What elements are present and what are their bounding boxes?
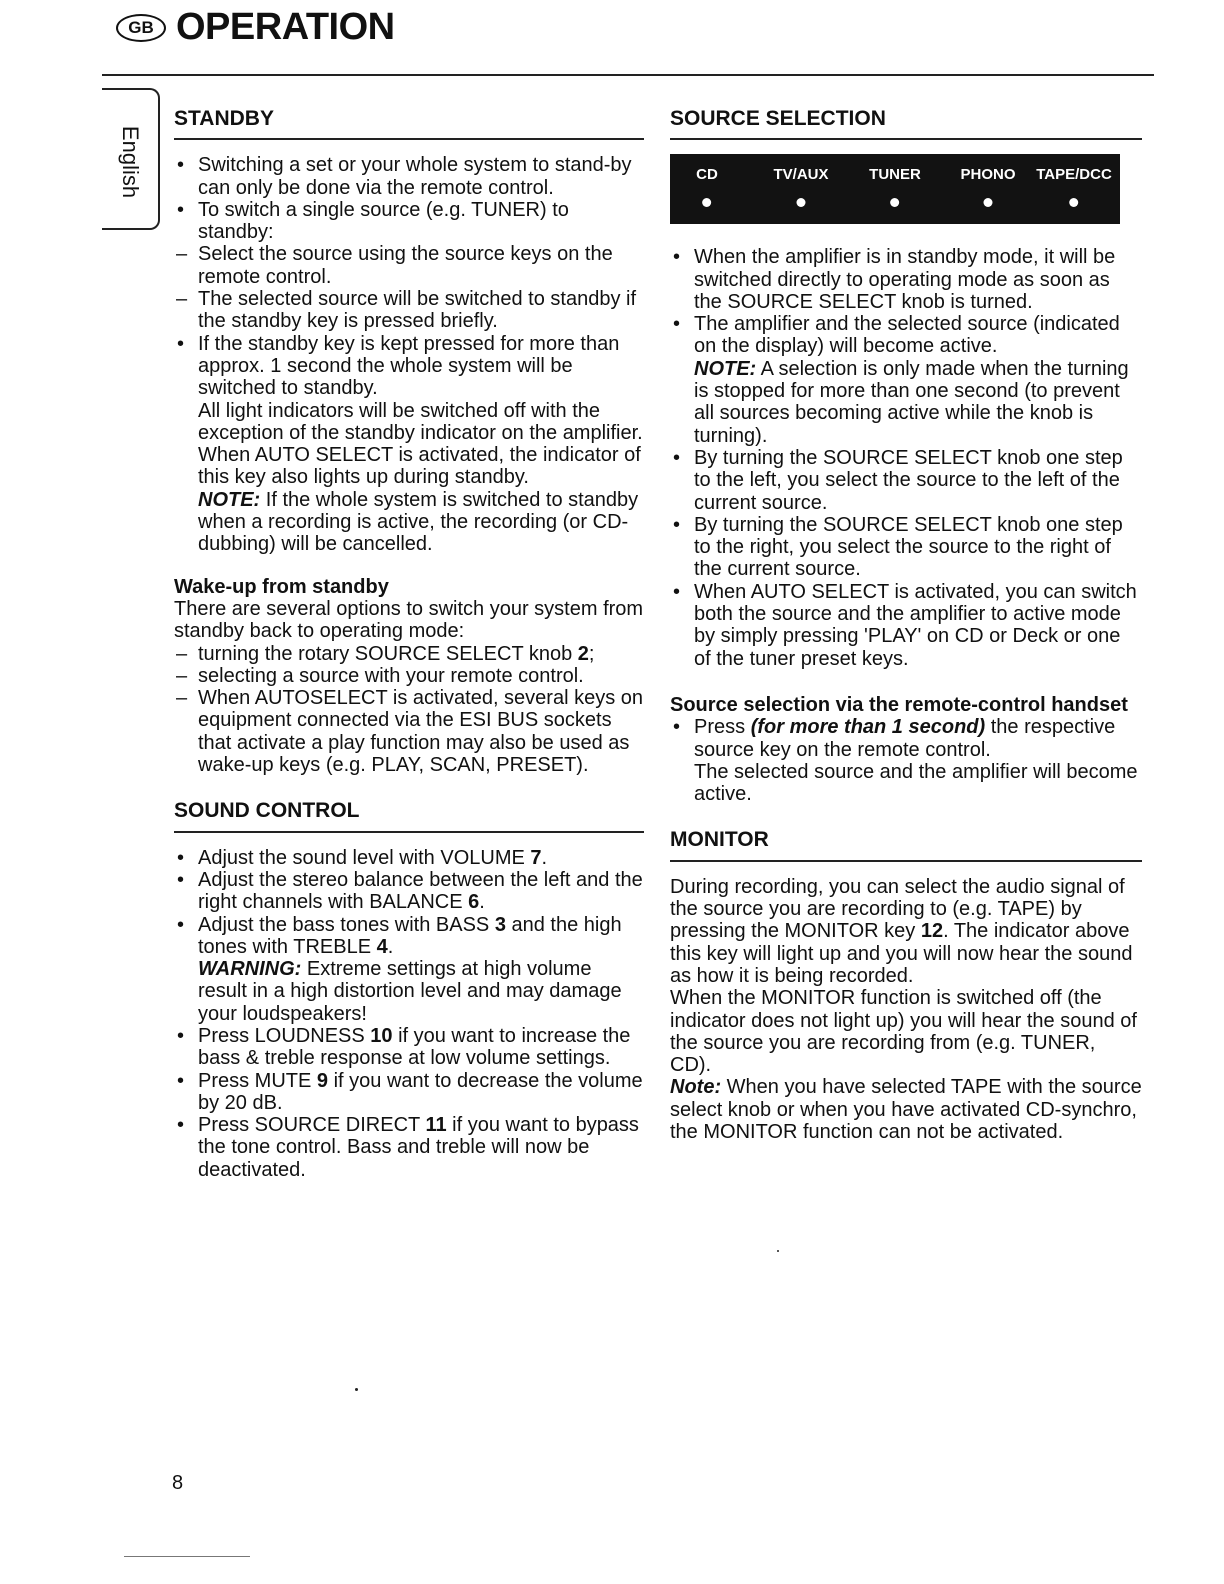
source-indicator-tuner xyxy=(869,164,921,206)
wakeup-intro: There are several options to switch your system from standby back to operating mode: xyxy=(174,597,644,643)
source-label-tuner: TUNER xyxy=(869,166,921,184)
source-led-tvaux xyxy=(796,198,805,207)
source-led-tuner xyxy=(890,198,899,207)
right-column xyxy=(670,108,1142,1143)
standby-heading: STANDBY xyxy=(174,108,644,140)
list-item: • Press LOUDNESS 10 if you want to increase the bass & treble response at low volume settings. xyxy=(174,1025,644,1070)
list-item: • Press (for more than 1 second) the respective source key on the remote control. The selected source and the amplifier will become active. xyxy=(670,716,1142,805)
scan-speck xyxy=(777,1250,779,1252)
list-item: • By turning the SOURCE SELECT knob one step to the left, you select the source to the left of the current source. xyxy=(670,447,1142,514)
wakeup-heading: Wake-up from standby xyxy=(174,575,389,598)
source-label-phono: PHONO xyxy=(960,166,1016,184)
list-item: • Press MUTE 9 if you want to decrease the volume by 20 dB. xyxy=(174,1070,644,1115)
list-item: • When the amplifier is in standby mode, it will be switched directly to operating mode as soon as the SOURCE SELECT knob is turned. xyxy=(670,246,1142,313)
list-item: • The amplifier and the selected source (indicated on the display) will become active. NOTE: A selection is only made when the turning is stopped for more than one second (to prevent all sources becoming active while the knob is turning). xyxy=(670,313,1142,447)
list-item: – selecting a source with your remote control. xyxy=(174,665,644,687)
list-item: • Press SOURCE DIRECT 11 if you want to bypass the tone control. Bass and treble will now be deactivated. xyxy=(174,1114,644,1181)
list-item: • If the standby key is kept pressed for more than approx. 1 second the whole system will be switched to standby. All light indicators will be switched off with the exception of the standby indicator on the amplifier. When AUTO SELECT is activated, the indicator of this key also lights up during standby. NOTE: If the whole system is switched to standby when a recording is active, the recording (or CD-dubbing) will be cancelled. xyxy=(174,333,644,556)
list-item: • Switching a set or your whole system to stand-by can only be done via the remote control. xyxy=(174,154,644,199)
source-selection-list xyxy=(670,246,1142,670)
monitor-heading: MONITOR xyxy=(670,829,1142,861)
remote-selection-list xyxy=(670,716,1142,805)
remote-selection-heading: Source selection via the remote-control handset xyxy=(670,693,1128,716)
language-tab-label: English xyxy=(118,125,143,199)
list-item: • Adjust the sound level with VOLUME 7. xyxy=(174,847,644,869)
language-tab xyxy=(102,88,160,230)
list-item: • By turning the SOURCE SELECT knob one step to the right, you select the source to the right of the current source. xyxy=(670,514,1142,581)
footer-rule xyxy=(124,1556,250,1557)
scan-speck xyxy=(355,1388,358,1391)
source-indicator-panel xyxy=(670,154,1120,224)
sound-control-heading: SOUND CONTROL xyxy=(174,800,644,832)
list-item: – The selected source will be switched to standby if the standby key is pressed briefly. xyxy=(174,288,644,333)
source-selection-heading: SOURCE SELECTION xyxy=(670,108,1142,140)
list-item: – When AUTOSELECT is activated, several keys on equipment connected via the ESI BUS sockets that activate a play function may also be used as wake-up keys (e.g. PLAY, SCAN, PRESET). xyxy=(174,687,644,776)
source-label-tvaux: TV/AUX xyxy=(773,166,829,184)
list-item: – turning the rotary SOURCE SELECT knob 2; xyxy=(174,643,644,665)
source-indicator-cd xyxy=(696,164,718,206)
source-indicator-tvaux xyxy=(773,164,828,206)
source-led-phono xyxy=(983,198,992,207)
left-column xyxy=(174,108,644,1181)
sound-control-list xyxy=(174,847,644,1181)
monitor-body: During recording, you can select the audio signal of the source you are recording to (e.g. TAPE) by pressing the MONITOR key 12. The indicator above this key will light up and you will now hear the sound as how it is being recorded. When the MONITOR function is switched off (the indicator does not light up) you will hear the sound of the source you are recording from (e.g. TUNER, CD). Note: When you have selected TAPE with the source select knob or when you have activated CD-synchro, the MONITOR function can not be activated. xyxy=(670,875,1142,1143)
list-item: • To switch a single source (e.g. TUNER) to standby: xyxy=(174,199,644,244)
source-indicator-tapedcc xyxy=(1036,164,1112,206)
source-label-cd: CD xyxy=(696,166,718,184)
list-item: • Adjust the stereo balance between the left and the right channels with BALANCE 6. xyxy=(174,869,644,914)
source-indicator-phono xyxy=(960,164,1015,206)
list-item: • Adjust the bass tones with BASS 3 and the high tones with TREBLE 4. WARNING: Extreme settings at high volume result in a high distortion level and may damage your loudspeakers! xyxy=(174,914,644,1025)
standby-list xyxy=(174,154,644,555)
page-header xyxy=(116,6,395,49)
wakeup-list xyxy=(174,643,644,777)
list-item: • When AUTO SELECT is activated, you can switch both the source and the amplifier to active mode by simply pressing 'PLAY' on CD or Deck or one of the tuner preset keys. xyxy=(670,581,1142,670)
source-label-tapedcc: TAPE/DCC xyxy=(1036,166,1112,184)
page-title: OPERATION xyxy=(176,6,395,48)
page-number: 8 xyxy=(172,1472,184,1494)
gb-badge: GB xyxy=(116,14,166,42)
list-item: – Select the source using the source keys on the remote control. xyxy=(174,243,644,288)
source-led-cd xyxy=(702,198,711,207)
source-led-tapedcc xyxy=(1070,198,1079,207)
header-rule xyxy=(102,74,1154,76)
